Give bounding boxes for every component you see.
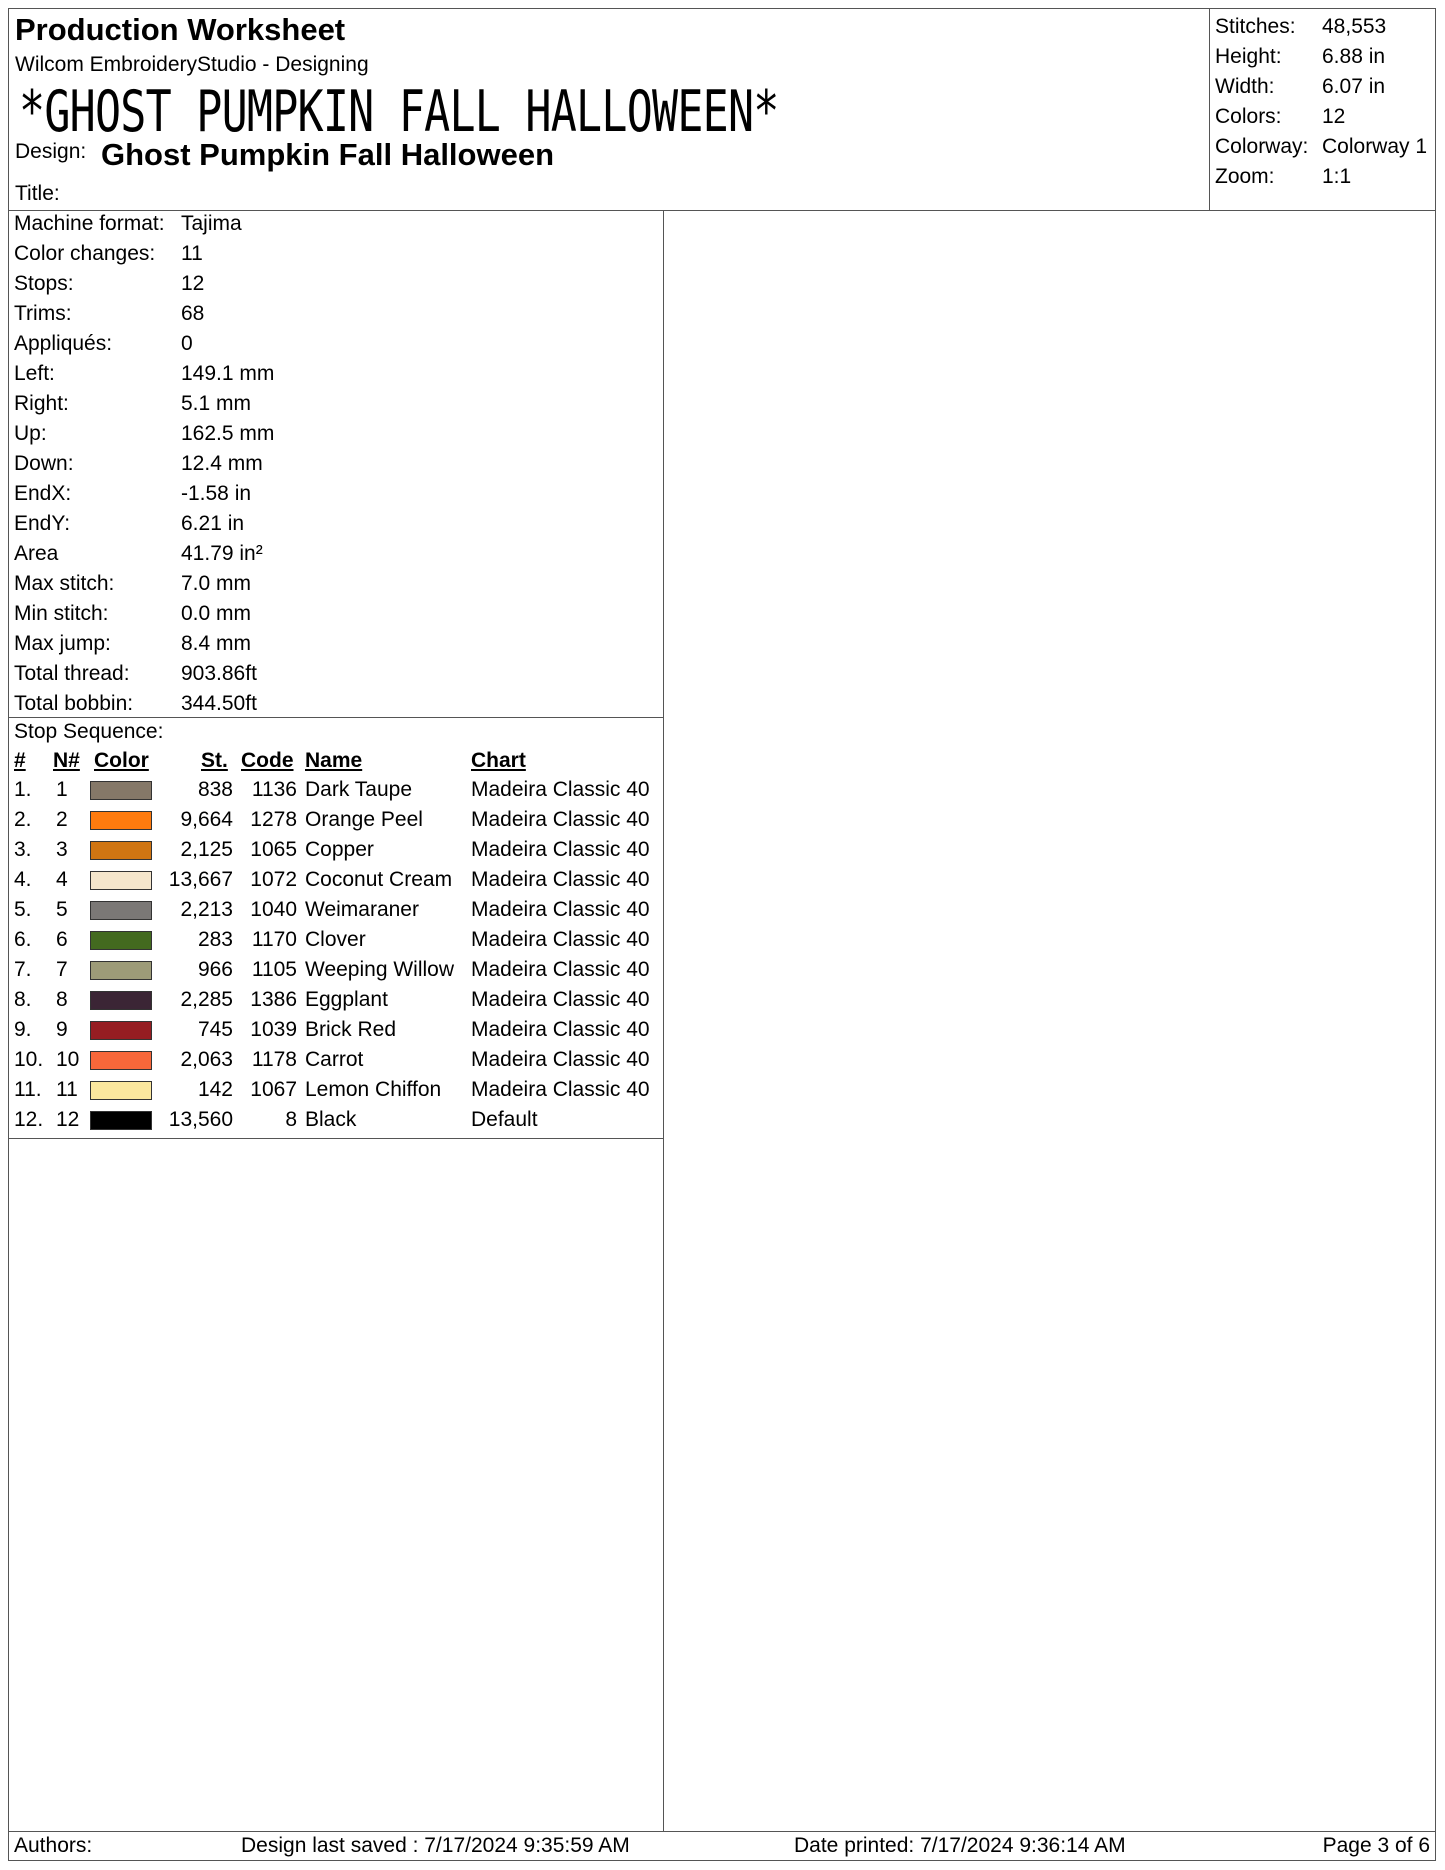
thread-name: Weimaraner [305,898,419,921]
info-value: 903.86ft [181,662,257,685]
stat-value: 12 [1322,105,1346,128]
thread-name: Black [305,1108,357,1131]
header-needle: N# [53,749,80,772]
worksheet-title: Production Worksheet [15,12,346,47]
header-chart: Chart [471,749,526,772]
info-label: Max stitch: [14,572,115,595]
stitch-count: 838 [197,778,233,801]
thread-name: Copper [305,838,374,861]
stitch-count: 13,560 [168,1108,233,1131]
thread-chart: Madeira Classic 40 [471,928,650,951]
sequence-index: 9. [14,1018,32,1041]
needle-number: 11 [56,1078,78,1101]
thread-code: 1065 [250,838,297,861]
page-number: Page 3 of 6 [1322,1834,1430,1857]
stop-sequence-block [9,718,663,1139]
info-label: Appliqués: [14,332,113,355]
design-banner-text: *GHOST PUMPKIN FALL HALLOWEEN* [19,79,779,145]
needle-number: 10 [56,1048,80,1071]
stat-value: 6.07 in [1322,75,1386,98]
info-label: Right: [14,392,69,415]
info-value: 12 [181,272,205,295]
thread-name: Brick Red [305,1018,397,1041]
thread-chart: Madeira Classic 40 [471,958,650,981]
stitch-count: 2,285 [180,988,233,1011]
color-swatch [90,991,152,1010]
header-name: Name [305,749,363,772]
sequence-row [9,808,663,838]
stat-value: 1:1 [1322,165,1352,188]
color-swatch [90,931,152,950]
needle-number: 4 [56,868,68,891]
color-swatch [90,1021,152,1040]
sequence-index: 4. [14,868,32,891]
info-value: 344.50ft [181,692,257,715]
thread-name: Orange Peel [305,808,423,831]
info-label: Down: [14,452,74,475]
thread-code: 1136 [251,778,297,801]
needle-number: 12 [56,1108,80,1131]
info-value: 11 [181,242,203,265]
info-label: Up: [14,422,47,445]
authors-label: Authors: [14,1834,93,1857]
info-value: 8.4 mm [181,632,252,655]
sequence-index: 6. [14,928,32,951]
color-swatch [90,1051,152,1070]
thread-name: Clover [305,928,366,951]
sequence-index: 8. [14,988,32,1011]
thread-chart: Madeira Classic 40 [471,1078,650,1101]
sequence-row [9,838,663,868]
sequence-index: 3. [14,838,32,861]
info-label: EndY: [14,512,71,535]
info-label: Trims: [14,302,72,325]
sequence-index: 1. [14,778,32,801]
info-label: Area [14,542,59,565]
color-swatch [90,781,152,800]
details-column [9,210,664,1831]
worksheet-header [9,9,1435,211]
info-value: 162.5 mm [181,422,275,445]
info-value: 12.4 mm [181,452,263,475]
stitch-count: 9,664 [180,808,233,831]
stat-value: 6.88 in [1322,45,1386,68]
info-value: -1.58 in [181,482,252,505]
needle-number: 8 [56,988,68,1011]
stop-sequence-title: Stop Sequence: [14,720,164,743]
sequence-row [9,988,663,1018]
info-value: Tajima [181,212,242,235]
stat-value: Colorway 1 [1322,135,1428,158]
stitch-count: 745 [197,1018,233,1041]
info-value: 149.1 mm [181,362,275,385]
sequence-index: 7. [14,958,32,981]
info-value: 0.0 mm [181,602,252,625]
info-label: Total bobbin: [14,692,134,715]
thread-chart: Madeira Classic 40 [471,778,650,801]
sequence-row [9,868,663,898]
title-label: Title: [15,182,60,205]
color-swatch [90,841,152,860]
thread-code: 8 [285,1108,297,1131]
sequence-row [9,958,663,988]
color-swatch [90,1081,152,1100]
stitch-count: 142 [197,1078,233,1101]
stat-label: Stitches: [1215,15,1296,38]
thread-name: Coconut Cream [305,868,453,891]
needle-number: 2 [56,808,68,831]
info-value: 41.79 in² [181,542,263,565]
thread-chart: Madeira Classic 40 [471,868,650,891]
thread-name: Lemon Chiffon [305,1078,442,1101]
design-stats-panel [1209,9,1436,210]
header-title-area [9,9,1209,210]
info-value: 0 [181,332,193,355]
info-label: Machine format: [14,212,165,235]
thread-code: 1040 [250,898,297,921]
color-swatch [90,871,152,890]
thread-name: Carrot [305,1048,364,1071]
sequence-index: 2. [14,808,32,831]
needle-number: 7 [56,958,68,981]
sequence-index: 11. [14,1078,42,1101]
needle-number: 5 [56,898,68,921]
thread-chart: Default [471,1108,538,1131]
thread-chart: Madeira Classic 40 [471,838,650,861]
stitch-count: 966 [197,958,233,981]
thread-code: 1067 [250,1078,297,1101]
sequence-row [9,1108,663,1138]
stat-value: 48,553 [1322,15,1387,38]
header-color: Color [94,749,149,772]
thread-code: 1039 [250,1018,297,1041]
design-name: Ghost Pumpkin Fall Halloween [101,137,555,172]
application-name: Wilcom EmbroideryStudio - Designing [15,53,369,76]
color-swatch [90,961,152,980]
header-index: # [14,749,26,772]
stitch-count: 2,125 [180,838,233,861]
sequence-row [9,928,663,958]
info-label: Max jump: [14,632,111,655]
sequence-row [9,778,663,808]
worksheet-footer [9,1831,1435,1862]
needle-number: 9 [56,1018,68,1041]
sequence-index: 10. [14,1048,44,1071]
needle-number: 3 [56,838,68,861]
sequence-row [9,1018,663,1048]
thread-chart: Madeira Classic 40 [471,808,650,831]
info-label: EndX: [14,482,72,505]
thread-chart: Madeira Classic 40 [471,898,650,921]
sequence-row [9,1048,663,1078]
needle-number: 1 [56,778,68,801]
stitch-count: 13,667 [168,868,233,891]
stitch-count: 2,213 [180,898,233,921]
thread-code: 1386 [250,988,297,1011]
info-value: 5.1 mm [181,392,252,415]
design-preview-area [664,210,1435,1831]
info-value: 7.0 mm [181,572,252,595]
thread-code: 1072 [250,868,297,891]
stat-label: Colors: [1215,105,1282,128]
needle-number: 6 [56,928,68,951]
info-label: Min stitch: [14,602,109,625]
color-swatch [90,901,152,920]
printed-date: Date printed: 7/17/2024 9:36:14 AM [794,1834,1126,1857]
info-value: 68 [181,302,205,325]
color-swatch [90,1111,152,1130]
thread-code: 1170 [251,928,297,951]
thread-name: Weeping Willow [305,958,454,981]
sequence-index: 5. [14,898,32,921]
stat-label: Zoom: [1215,165,1275,188]
sequence-index: 12. [14,1108,44,1131]
design-label: Design: [15,140,87,163]
worksheet-page [8,8,1436,1861]
thread-code: 1178 [251,1048,297,1071]
thread-code: 1105 [251,958,297,981]
stat-label: Width: [1215,75,1275,98]
thread-name: Eggplant [305,988,388,1011]
thread-name: Dark Taupe [305,778,413,801]
info-label: Left: [14,362,55,385]
header-stitches: St. [201,749,228,772]
thread-chart: Madeira Classic 40 [471,1048,650,1071]
info-label: Stops: [14,272,74,295]
thread-code: 1278 [250,808,297,831]
info-value: 6.21 in [181,512,245,535]
info-label: Color changes: [14,242,156,265]
stat-label: Colorway: [1215,135,1309,158]
info-label: Total thread: [14,662,130,685]
machine-info-block [9,210,663,718]
thread-chart: Madeira Classic 40 [471,988,650,1011]
color-swatch [90,811,152,830]
stitch-count: 283 [197,928,233,951]
last-saved-date: Design last saved : 7/17/2024 9:35:59 AM [241,1834,630,1857]
thread-chart: Madeira Classic 40 [471,1018,650,1041]
sequence-row [9,1078,663,1108]
header-code: Code [241,749,294,772]
stitch-count: 2,063 [180,1048,233,1071]
sequence-row [9,898,663,928]
stat-label: Height: [1215,45,1282,68]
